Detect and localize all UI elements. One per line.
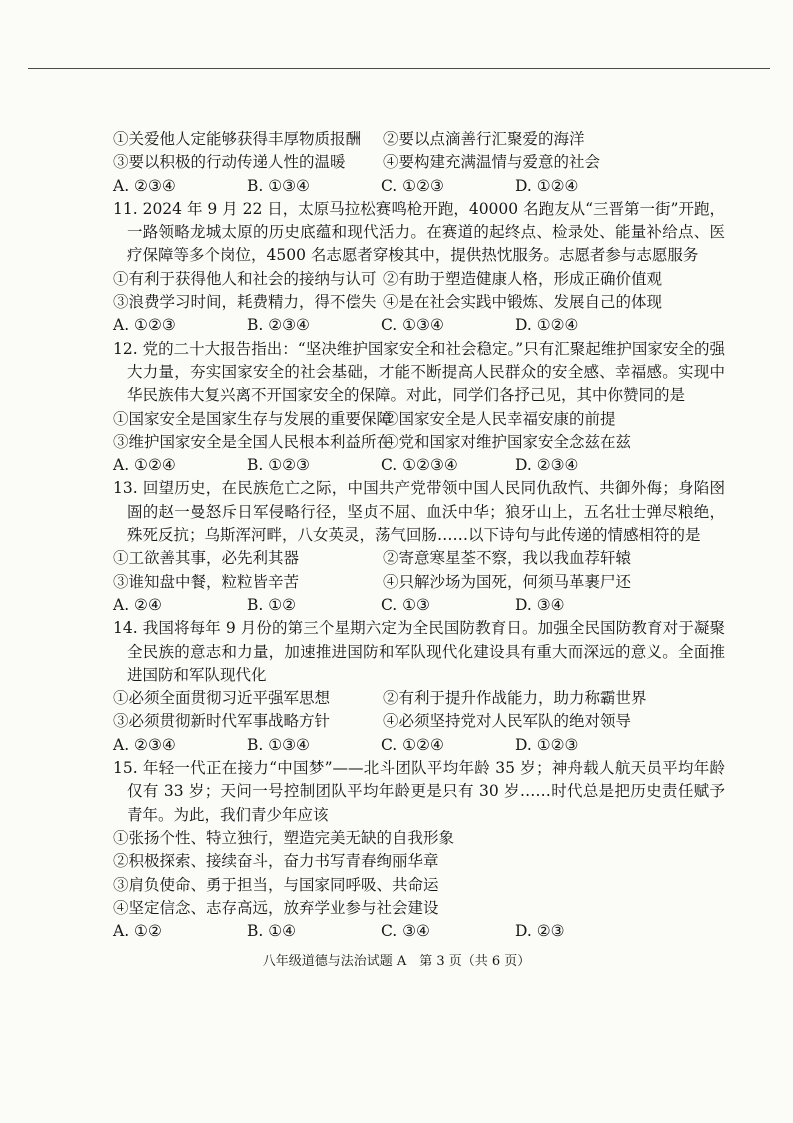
option-1: ①张扬个性、特立独行，塑造完美无缺的自我形象 bbox=[113, 828, 455, 847]
option-1: ①有利于获得他人和社会的接纳与认可 bbox=[113, 269, 377, 288]
answer-a: A. ②④ bbox=[113, 595, 162, 614]
answer-c: C. ③④ bbox=[381, 922, 430, 941]
answer-d: D. ①②④ bbox=[515, 316, 579, 335]
option-3: ③浪费学习时间，耗费精力，得不偿失 bbox=[113, 293, 377, 312]
question-13 bbox=[113, 477, 725, 617]
option-4: ④党和国家对维护国家安全念兹在兹 bbox=[383, 432, 632, 451]
option-1: ①必须全面贯彻习近平强军思想 bbox=[113, 689, 331, 708]
question-stem: 12. 党的二十大报告指出：“坚决维护国家安全和社会稳定。”只有汇聚起维护国家安全的强大力量，夯实国家安全的社会基础，才能不断提高人民群众的安全感、幸福感。实现中华民族伟大复兴离不开国家安全的保障。对此，同学们各抒己见，其中你赞同的是 bbox=[113, 339, 725, 405]
answer-c: C. ①②④ bbox=[381, 735, 444, 754]
option-4: ④要构建充满温情与爱意的社会 bbox=[383, 153, 601, 172]
question-stem: 13. 回望历史，在民族危亡之际，中国共产党带领中国人民同仇敌忾、共御外侮；身陷囹圄的赵一曼怒斥日军侵略行径，坚贞不屈、血沃中华；狼牙山上，五名壮士弹尽粮绝，殊死反抗；乌斯浑河畔，八女英灵，荡气回肠……以下诗句与此传递的情感相符的是 bbox=[113, 479, 725, 545]
option-1: ①关爱他人定能够获得丰厚物质报酬 bbox=[113, 130, 362, 148]
answer-d: D. ②③ bbox=[515, 922, 565, 941]
page-footer: 八年级道德与法治试题 A 第 3 页（共 6 页） bbox=[262, 954, 531, 969]
option-4: ④只解沙场为国死，何须马革裹尸还 bbox=[383, 572, 632, 591]
question-stem: 15. 年轻一代正在接力“中国梦”——北斗团队平均年龄 35 岁；神舟载人航天员平均年龄仅有 33 岁；天问一号控制团队平均年龄更是只有 30 岁……时代总是把历史责任赋予青年。为此，我们青少年应该 bbox=[113, 759, 725, 824]
option-3: ③要以积极的行动传递人性的温暖 bbox=[113, 153, 346, 172]
answer-a: A. ①②③ bbox=[113, 316, 176, 335]
answer-a: A. ②③④ bbox=[113, 176, 176, 195]
question-stem: 14. 我国将每年 9 月份的第三个星期六定为全民国防教育日。加强全民国防教育对于凝聚全民族的意志和力量，加速推进国防和军队现代化建设具有重大而深远的意义。全面推进国防和军队现代化 bbox=[113, 619, 725, 684]
option-3: ③维护国家安全是全国人民根本利益所在 bbox=[113, 432, 393, 451]
answer-c: C. ①②③ bbox=[381, 176, 444, 195]
option-2: ②积极探索、接续奋斗，奋力书写青春绚丽华章 bbox=[113, 852, 439, 871]
option-2: ②要以点滴善行汇聚爱的海洋 bbox=[383, 130, 585, 148]
option-2: ②国家安全是人民幸福安康的前提 bbox=[383, 409, 616, 428]
answer-a: A. ①②④ bbox=[113, 456, 176, 475]
exam-page bbox=[113, 128, 725, 943]
option-1: ①国家安全是国家生存与发展的重要保障 bbox=[113, 409, 393, 428]
question-14 bbox=[113, 617, 725, 757]
question-12 bbox=[113, 338, 725, 478]
answer-a: A. ②③④ bbox=[113, 735, 176, 754]
question-stem: 11. 2024 年 9 月 22 日，太原马拉松赛鸣枪开跑，40000 名跑友从“三晋第一街”开跑，一路领略龙城太原的历史底蕴和现代活力。在赛道的起终点、检录处、能量补给点、医疗保障等多个岗位，4500 名志愿者穿梭其中，提供热忱服务。志愿者参与志愿服务 bbox=[113, 199, 725, 265]
answer-b: B. ①④ bbox=[247, 922, 297, 941]
option-4: ④是在社会实践中锻炼、发展自己的体现 bbox=[383, 293, 663, 312]
question-15 bbox=[113, 757, 725, 943]
answer-a: A. ①② bbox=[113, 922, 162, 941]
answer-d: D. ①②④ bbox=[515, 176, 579, 195]
answer-c: C. ①③ bbox=[381, 595, 430, 614]
option-4: ④必须坚持党对人民军队的绝对领导 bbox=[383, 712, 632, 731]
answer-b: B. ②③④ bbox=[247, 316, 310, 335]
question-10 bbox=[113, 128, 725, 198]
answer-d: D. ③④ bbox=[515, 595, 565, 614]
option-3: ③必须贯彻新时代军事战略方针 bbox=[113, 712, 331, 731]
option-2: ②寄意寒星荃不察，我以我血荐轩辕 bbox=[383, 549, 632, 568]
answer-c: C. ①③④ bbox=[381, 316, 444, 335]
option-4: ④坚定信念、志存高远，放弃学业参与社会建设 bbox=[113, 898, 439, 917]
header-rule bbox=[28, 68, 770, 69]
answer-b: B. ①③④ bbox=[247, 176, 310, 195]
answer-d: D. ②③④ bbox=[515, 456, 579, 475]
answer-d: D. ①②③ bbox=[515, 735, 579, 754]
answer-c: C. ①②③④ bbox=[381, 456, 458, 475]
option-3: ③谁知盘中餐，粒粒皆辛苦 bbox=[113, 572, 300, 591]
answer-b: B. ①②③ bbox=[247, 456, 310, 475]
option-1: ①工欲善其事，必先利其器 bbox=[113, 549, 300, 568]
answer-b: B. ①② bbox=[247, 595, 297, 614]
option-2: ②有利于提升作战能力，助力称霸世界 bbox=[383, 689, 647, 708]
answer-b: B. ①③④ bbox=[247, 735, 310, 754]
question-11 bbox=[113, 198, 725, 338]
option-2: ②有助于塑造健康人格，形成正确价值观 bbox=[383, 269, 663, 288]
option-3: ③肩负使命、勇于担当，与国家同呼吸、共命运 bbox=[113, 875, 439, 894]
